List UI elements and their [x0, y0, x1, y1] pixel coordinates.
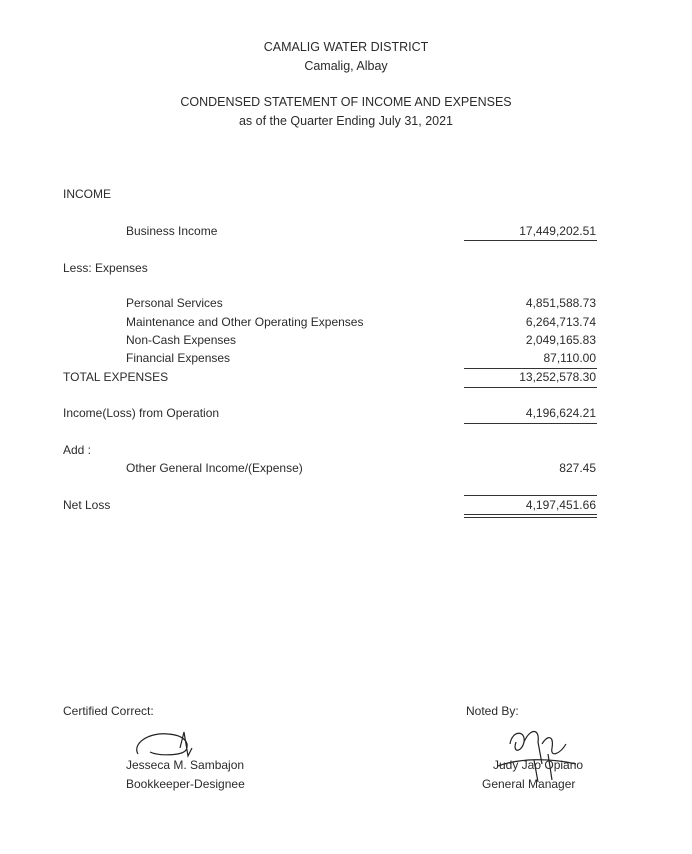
- expense-item-label: Financial Expenses: [126, 351, 231, 365]
- expense-item-value: 6,264,713.74: [525, 315, 596, 329]
- expense-item-label: Non-Cash Expenses: [126, 333, 237, 347]
- income-heading: INCOME: [63, 187, 111, 201]
- expenses-subtotal-rule: [464, 368, 597, 369]
- total-expenses-label: TOTAL EXPENSES: [63, 370, 169, 384]
- statement-title: CONDENSED STATEMENT OF INCOME AND EXPENSES: [180, 95, 512, 109]
- expense-item-label: Maintenance and Other Operating Expenses: [126, 315, 364, 329]
- certified-title: Bookkeeper-Designee: [126, 777, 245, 791]
- operation-underline: [464, 423, 597, 424]
- certified-name: Jesseca M. Sambajon: [126, 758, 245, 772]
- other-income-label: Other General Income/(Expense): [126, 461, 303, 475]
- net-loss-top-rule: [464, 495, 597, 496]
- business-income-underline: [464, 240, 597, 241]
- net-loss-label: Net Loss: [63, 498, 111, 512]
- certified-label: Certified Correct:: [63, 704, 154, 718]
- net-loss-double-rule-bottom: [464, 517, 597, 518]
- total-expenses-underline: [464, 387, 597, 388]
- expense-item-label: Personal Services: [126, 296, 223, 310]
- operation-value: 4,196,624.21: [525, 406, 596, 420]
- operation-label: Income(Loss) from Operation: [63, 406, 220, 420]
- expenses-heading: Less: Expenses: [63, 261, 148, 275]
- add-heading: Add :: [63, 443, 92, 457]
- org-name: CAMALIG WATER DISTRICT: [263, 40, 429, 54]
- signature-mark: [490, 724, 590, 784]
- expense-item-value: 2,049,165.83: [525, 333, 596, 347]
- business-income-label: Business Income: [126, 224, 218, 238]
- total-expenses-value: 13,252,578.30: [519, 370, 596, 384]
- business-income-value: 17,449,202.51: [519, 224, 596, 238]
- net-loss-value: 4,197,451.66: [525, 498, 596, 512]
- org-location: Camalig, Albay: [304, 59, 388, 73]
- net-loss-double-rule-top: [464, 514, 597, 515]
- noted-label: Noted By:: [466, 704, 519, 718]
- noted-name: Judy Jao Opiano: [493, 758, 584, 772]
- noted-title: General Manager: [482, 777, 576, 791]
- expense-item-value: 87,110.00: [543, 351, 596, 365]
- other-income-value: 827.45: [559, 461, 596, 475]
- statement-period: as of the Quarter Ending July 31, 2021: [238, 114, 454, 128]
- expense-item-value: 4,851,588.73: [525, 296, 596, 310]
